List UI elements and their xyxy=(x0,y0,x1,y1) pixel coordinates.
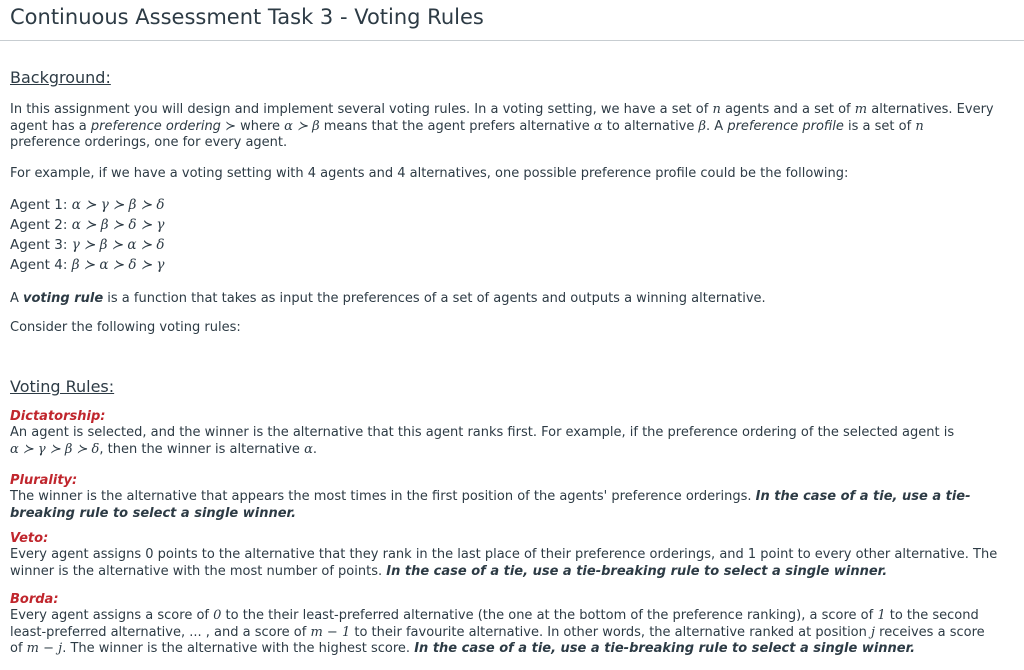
borda-description: Every agent assigns a score of 0 to the their least-preferred alternative (the one at the bottom of the preference ranking), a score of 1 to the second least-preferred alternative, ... , and a score of m − 1 to their favourite alternative. In other words, the alternative ranked at position j receives a score of m − j. The winner is the alternative with the highest score. In the case of a tie, use a tie-breaking rule to select a single winner. xyxy=(10,608,985,656)
background-paragraph-2: For example, if we have a voting setting with 4 agents and 4 alternatives, one possible preference profile could be the following: xyxy=(10,166,849,181)
plurality-title: Plurality: xyxy=(10,473,78,488)
borda-title: Borda: xyxy=(10,592,59,607)
veto-title: Veto: xyxy=(10,531,49,546)
page-title: Continuous Assessment Task 3 - Voting Rules xyxy=(10,5,484,29)
background-paragraph-4: Consider the following voting rules: xyxy=(10,320,241,335)
veto-description: Every agent assigns 0 points to the alternative that they rank in the last place of their preference orderings, and 1 point to every other alternative. The winner is the alternative with the most number of points. In the case of a tie, use a tie-breaking rule to select a single winner. xyxy=(10,547,998,579)
agent-row: Agent 3: γ ≻ β ≻ α ≻ δ xyxy=(10,237,165,253)
plurality-description: The winner is the alternative that appears the most times in the first position of the agents' preference orderings. In the case of a tie, use a tie-breaking rule to select a single winner. xyxy=(10,489,971,521)
background-paragraph-3: A voting rule is a function that takes as input the preferences of a set of agents and outputs a winning alternative. xyxy=(10,291,766,306)
dictatorship-title: Dictatorship: xyxy=(10,409,106,424)
background-heading: Background: xyxy=(10,68,111,87)
title-divider xyxy=(0,40,1024,41)
voting-rules-heading: Voting Rules: xyxy=(10,377,115,396)
preference-profile-list xyxy=(10,195,165,275)
background-paragraph-1: In this assignment you will design and implement several voting rules. In a voting setting, we have a set of n agents and a set of m alternatives. Every agent has a preference ordering ≻ where α ≻ β means that the agent prefers alternative α to alternative β. A preference profile is a set of n preference orderings, one for every agent. xyxy=(10,102,994,150)
agent-row: Agent 1: α ≻ γ ≻ β ≻ δ xyxy=(10,197,165,213)
agent-row: Agent 4: β ≻ α ≻ δ ≻ γ xyxy=(10,257,165,273)
dictatorship-description: An agent is selected, and the winner is the alternative that this agent ranks first. For example, if the preference ordering of the selected agent is α ≻ γ ≻ β ≻ δ, then the winner is alternative α. xyxy=(10,425,955,457)
agent-row: Agent 2: α ≻ β ≻ δ ≻ γ xyxy=(10,217,165,233)
